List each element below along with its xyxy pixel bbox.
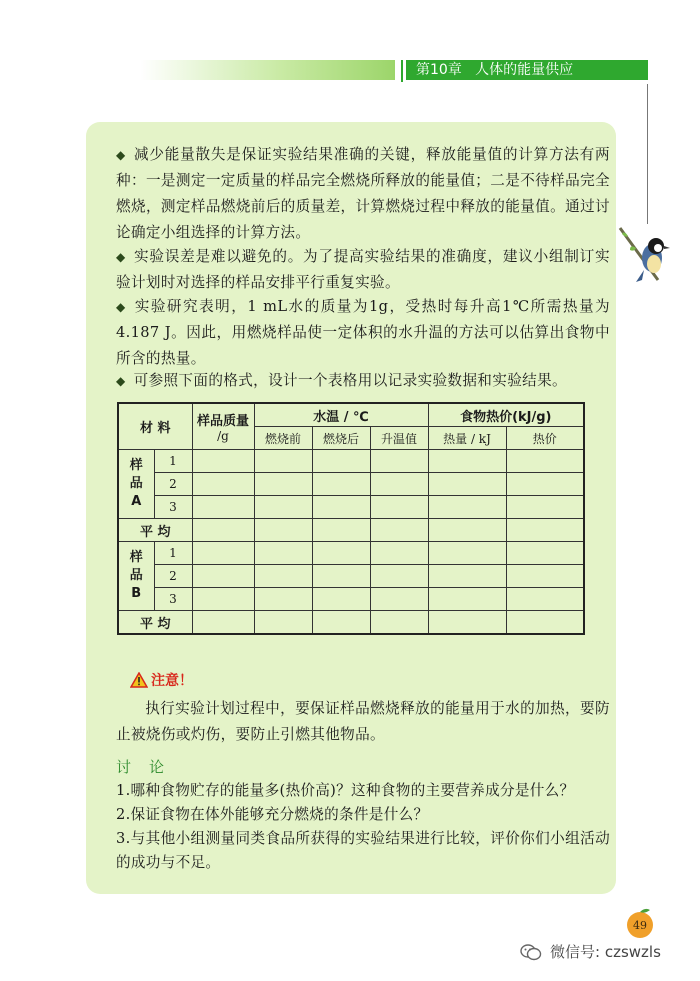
notice-heading: 注意！ xyxy=(130,672,193,690)
table-row xyxy=(118,473,584,496)
header-food-heat: 食物热价(kJ/g) xyxy=(428,403,584,427)
paragraph-3: ◆ 实验研究表明，1 mL水的质量为1g，受热时每升高1℃所需热量为4.187 J。因此，用燃烧样品使一定体积的水升温的方法可以估算出食物中所含的热量。 xyxy=(116,298,610,367)
header-divider xyxy=(401,60,403,82)
table-row xyxy=(118,542,584,565)
table-row xyxy=(118,588,584,611)
svg-text:49: 49 xyxy=(633,919,647,932)
page-number-badge xyxy=(623,906,657,940)
warning-icon xyxy=(130,672,148,688)
table-row xyxy=(118,611,584,635)
header-before: 燃烧前 xyxy=(254,427,312,450)
sample-a-label: 样品A xyxy=(118,450,154,519)
header-heat-value: 热价 xyxy=(506,427,584,450)
paragraph-1: ◆ 减少能量散失是保证实验结果准确的关键，释放能量值的计算方法有两种：一是测定一定质量的样品完全燃烧所释放的能量值；二是不待样品完全燃烧，测定样品燃烧前后的质量差，计算燃烧过程中释放的能量值。通过讨论确定小组选择的计算方法。 xyxy=(116,146,610,241)
trial-number: 3 xyxy=(154,496,192,519)
diamond-bullet-icon: ◆ xyxy=(116,250,127,264)
table-row xyxy=(118,496,584,519)
average-b-label: 平 均 xyxy=(118,611,192,635)
diamond-bullet-icon: ◆ xyxy=(116,148,127,162)
notice-text: 执行实验计划过程中，要保证样品燃烧释放的能量用于水的加热，要防止被烧伤或灼伤，要防止引燃其他物品。 xyxy=(116,700,610,743)
table-row xyxy=(118,519,584,542)
diamond-bullet-icon: ◆ xyxy=(116,300,127,314)
trial-number: 3 xyxy=(154,588,192,611)
wechat-icon xyxy=(520,943,542,961)
bird-illustration xyxy=(618,222,674,286)
discussion-question-2: 2.保证食物在体外能够充分燃烧的条件是什么？ xyxy=(116,806,429,823)
experiment-record-table xyxy=(117,402,585,635)
wechat-watermark: 微信号: czswzls xyxy=(520,941,661,962)
diamond-bullet-icon: ◆ xyxy=(116,374,126,388)
average-a-label: 平 均 xyxy=(118,519,192,542)
chapter-header: 第10章 人体的能量供应 xyxy=(406,60,648,80)
trial-number: 1 xyxy=(154,450,192,473)
header-heat-kj: 热量 / kJ xyxy=(428,427,506,450)
header-material: 材 料 xyxy=(118,403,192,450)
paragraph-2: ◆ 实验误差是难以避免的。为了提高实验结果的准确度，建议小组制订实验计划时对选择的样品安排平行重复实验。 xyxy=(116,248,610,291)
header-after: 燃烧后 xyxy=(312,427,370,450)
trial-number: 2 xyxy=(154,565,192,588)
trial-number: 1 xyxy=(154,542,192,565)
margin-rule xyxy=(647,84,648,224)
trial-number: 2 xyxy=(154,473,192,496)
table-row xyxy=(118,565,584,588)
paragraph-4: ◆ 可参照下面的格式，设计一个表格用以记录实验数据和实验结果。 xyxy=(116,372,567,389)
sample-b-label: 样品B xyxy=(118,542,154,611)
discussion-title: 讨论 xyxy=(116,758,183,776)
table-row xyxy=(118,450,584,473)
header-rise: 升温值 xyxy=(370,427,428,450)
header-gradient xyxy=(140,60,395,80)
discussion-question-1: 1.哪种食物贮存的能量多(热价高)？这种食物的主要营养成分是什么？ xyxy=(116,782,575,799)
header-water-temp: 水温 / ℃ xyxy=(254,403,428,427)
discussion-question-3: 3.与其他小组测量同类食品所获得的实验结果进行比较，评价你们小组活动的成功与不足。 xyxy=(116,830,610,871)
header-mass: 样品质量 /g xyxy=(192,403,254,450)
